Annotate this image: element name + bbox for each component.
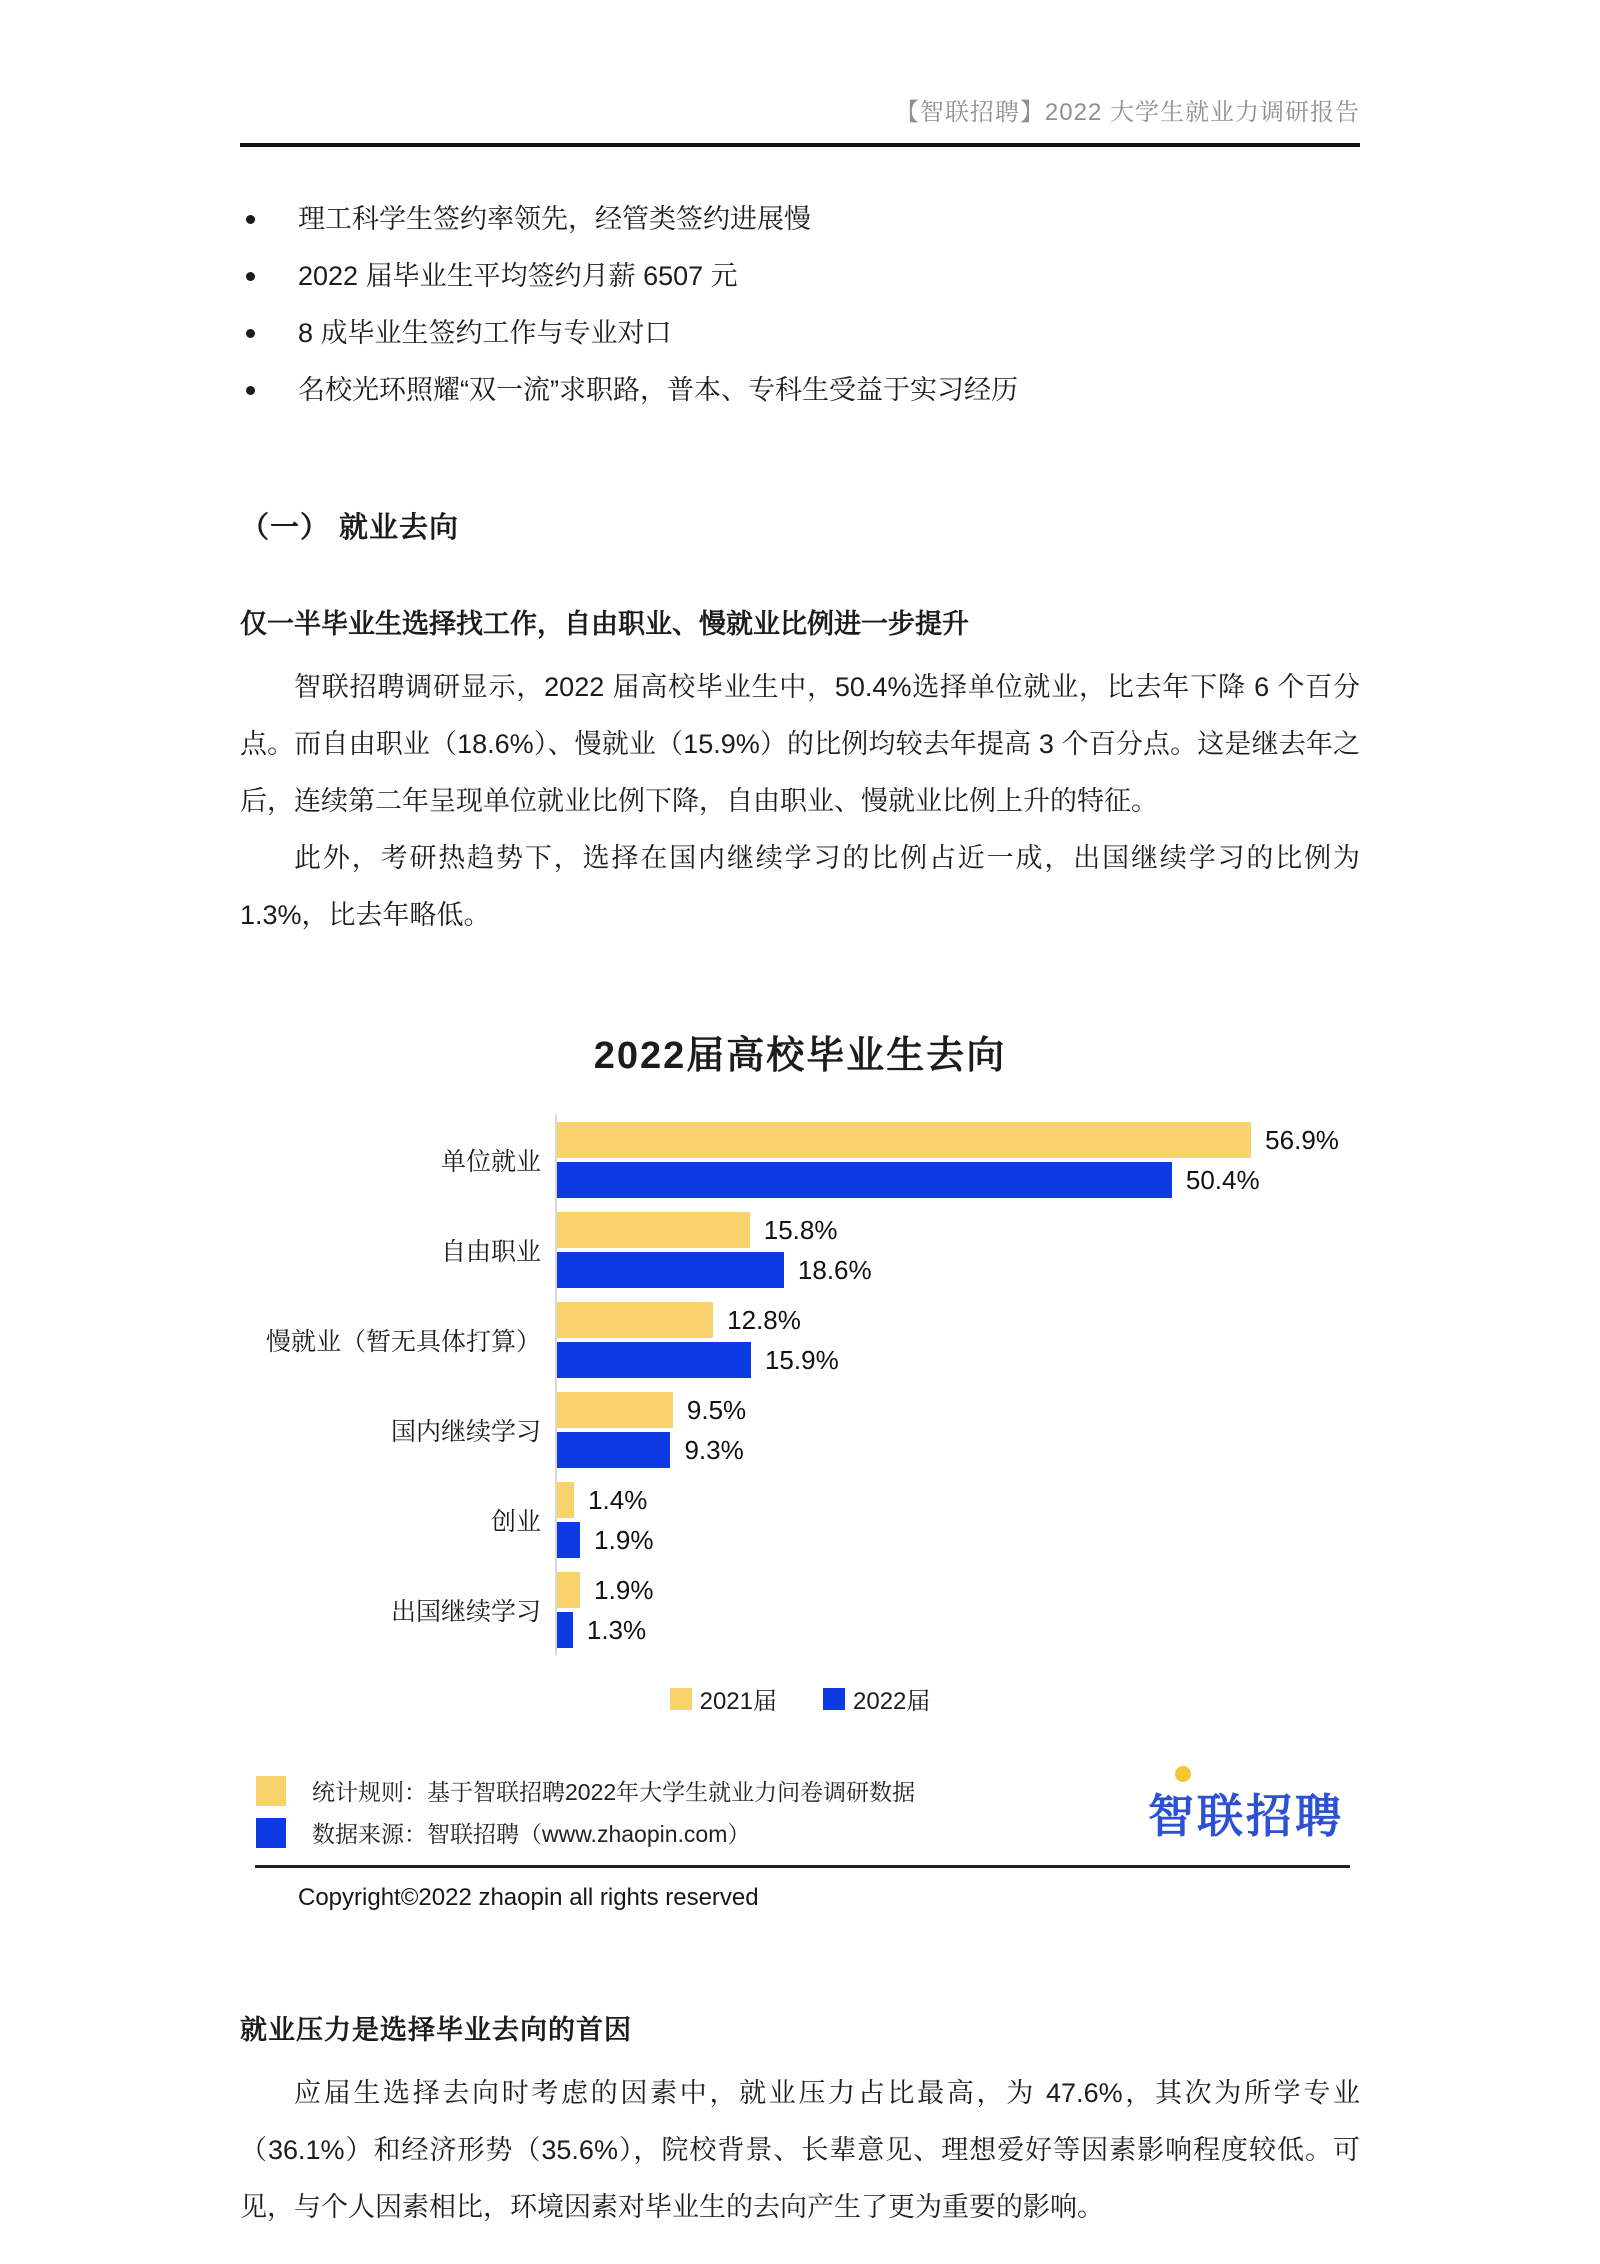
zhaopin-logo-ring-icon [1175,1766,1191,1782]
note-swatch-blue [256,1818,286,1848]
bullet-dot-icon [246,272,255,281]
bar-value-label: 9.3% [684,1434,744,1465]
chart-row [240,1565,1360,1655]
bar-line [557,1392,1360,1428]
bar-2022届 [557,1522,580,1558]
section1-subheading: 仅一半毕业生选择找工作，自由职业、慢就业比例进一步提升 [240,609,969,639]
category-label: 自由职业 [440,1238,541,1266]
chart-footer [240,1774,1360,1849]
chart-title: 2022届高校毕业生去向 [593,1035,1007,1077]
bar-2022届 [557,1252,784,1288]
note-source-text: 数据来源：智联招聘（www.zhaopin.com） [312,1821,751,1847]
bullet-dot-icon [246,386,255,395]
note-row-source [240,1816,1148,1849]
category-label: 国内继续学习 [390,1418,541,1446]
bar-value-label: 12.8% [727,1304,801,1335]
chart-notes [240,1774,1148,1849]
legend-label-2022: 2022届 [853,1688,931,1715]
bar-line [557,1572,1360,1608]
chart-row [240,1115,1360,1205]
bar-value-label: 18.6% [797,1254,872,1285]
bar-2021届 [557,1122,1251,1158]
zhaopin-logo-text: 智联招聘 [1148,1789,1344,1842]
bars-column [555,1565,1360,1655]
section2-paragraph: 应届生选择去向时考虑的因素中，就业压力占比最高，为 47.6%，其次为所学专业（36.1%）和经济形势（35.6%），院校背景、长辈意见、理想爱好等因素影响程度较低。可见，与个人因素相比，环境因素对毕业生的去向产生了更为重要的影响。 [240,2078,1360,2222]
bullet-text: 理工科学生签约率领先，经管类签约进展慢 [298,204,811,234]
chart-plot [240,1115,1360,1655]
page-header [240,0,1360,127]
section2-heading: 就业压力是选择毕业去向的首因 [240,2015,632,2045]
bullet-item [240,305,1360,362]
zhaopin-logo [1148,1778,1344,1846]
bars-column [555,1295,1360,1385]
chart-row [240,1205,1360,1295]
bar-line [557,1212,1360,1248]
bullet-text: 2022 届毕业生平均签约月薪 6507 元 [298,261,738,291]
category-label: 慢就业（暂无具体打算） [265,1328,541,1356]
category-label: 出国继续学习 [390,1598,541,1626]
bullet-dot-icon [246,329,255,338]
copyright-divider [255,1865,1350,1868]
legend-swatch-2021 [670,1688,692,1710]
bullet-item [240,248,1360,305]
chart-row [240,1385,1360,1475]
bar-line [557,1342,1360,1378]
bar-value-label: 1.9% [594,1524,654,1555]
bar-2022届 [557,1432,670,1468]
bar-line [557,1302,1360,1338]
bar-value-label: 1.9% [594,1574,654,1605]
bullet-item [240,191,1360,248]
bar-value-label: 15.9% [764,1344,839,1375]
bars-column [555,1475,1360,1565]
bar-2021届 [557,1302,713,1338]
bar-value-label: 50.4% [1185,1164,1260,1195]
note-row-rule [240,1774,1148,1807]
bar-line [557,1252,1360,1288]
bar-line [557,1612,1360,1648]
bar-line [557,1432,1360,1468]
bars-column [555,1115,1360,1205]
bar-2021届 [557,1212,750,1248]
bullet-text: 名校光环照耀“双一流”求职路，普本、专科生受益于实习经历 [298,375,1018,405]
category-label: 单位就业 [440,1148,541,1176]
chart-legend [240,1681,1360,1716]
bar-2022届 [557,1162,1172,1198]
bar-2022届 [557,1342,751,1378]
legend-item-2021 [670,1681,777,1716]
bar-line [557,1122,1360,1158]
bar-value-label: 15.8% [763,1214,838,1245]
bar-2021届 [557,1572,580,1608]
bar-2021届 [557,1482,574,1518]
bar-value-label: 1.3% [586,1614,647,1645]
bullet-text: 8 成毕业生签约工作与专业对口 [298,318,672,348]
report-header-title: 【智联招聘】2022 大学生就业力调研报告 [894,99,1360,126]
bar-line [557,1482,1360,1518]
bar-2021届 [557,1392,673,1428]
bullet-dot-icon [246,215,255,224]
note-rule-text: 统计规则：基于智联招聘2022年大学生就业力问卷调研数据 [312,1779,916,1805]
header-divider [240,143,1360,147]
summary-bullet-list [240,191,1360,419]
chart-row [240,1475,1360,1565]
bar-value-label: 9.5% [686,1394,747,1425]
bullet-item [240,362,1360,419]
legend-item-2022 [823,1681,930,1716]
bar-value-label: 56.9% [1265,1124,1339,1155]
note-swatch-yellow [256,1776,286,1806]
chart-row [240,1295,1360,1385]
copyright-text: Copyright©2022 zhaopin all rights reserved [298,1884,759,1911]
bar-line [557,1162,1360,1198]
bars-column [555,1205,1360,1295]
legend-label-2021: 2021届 [699,1688,777,1715]
bar-line [557,1522,1360,1558]
category-label: 创业 [490,1508,541,1536]
bars-column [555,1385,1360,1475]
bar-2022届 [557,1612,573,1648]
section1-heading: （一） 就业去向 [240,512,460,544]
bar-value-label: 1.4% [588,1484,648,1515]
legend-swatch-2022 [823,1688,845,1710]
section1-paragraph-1: 智联招聘调研显示，2022 届高校毕业生中，50.4%选择单位就业，比去年下降 6 个百分点。而自由职业（18.6%）、慢就业（15.9%）的比例均较去年提高 3 个百分点。这是继去年之后，连续第二年呈现单位就业比例下降，自由职业、慢就业比例上升的特征。 [240,672,1360,816]
section1-paragraph-2: 此外，考研热趋势下，选择在国内继续学习的比例占近一成，出国继续学习的比例为 1.3%，比去年略低。 [240,843,1360,930]
